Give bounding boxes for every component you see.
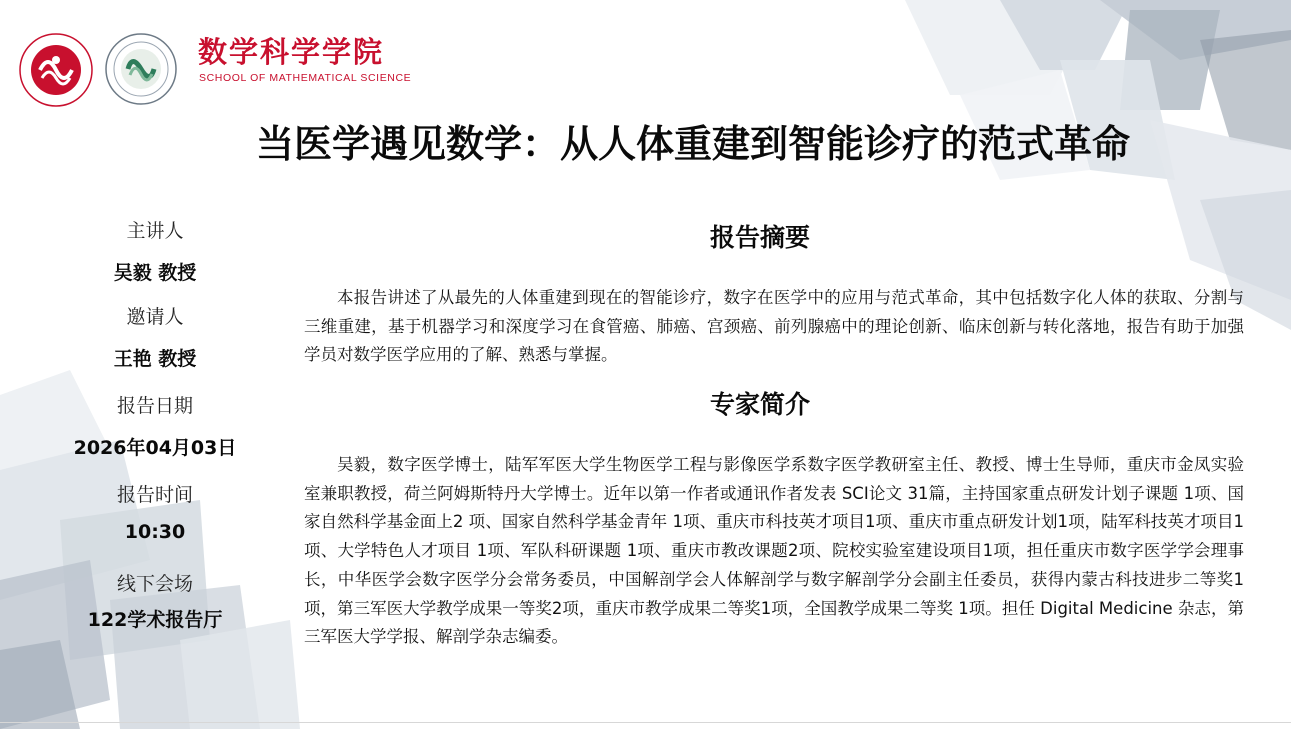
venue-label: 线下会场 bbox=[116, 573, 193, 595]
abstract-title: 报告摘要 bbox=[709, 223, 810, 252]
bio-title: 专家简介 bbox=[709, 390, 810, 419]
speaker-label: 主讲人 bbox=[126, 220, 184, 242]
school-logo bbox=[104, 32, 178, 106]
inviter-value: 王艳 教授 bbox=[113, 348, 197, 370]
bottom-divider bbox=[0, 722, 1291, 723]
date-label: 报告日期 bbox=[116, 395, 193, 417]
abstract-text: 本报告讲述了从最先的人体重建到现在的智能诊疗，数字在医学中的应用与范式革命，其中包括数字化人体的获取、分割与三维重建，基于机器学习和深度学习在食管癌、肺癌、宫颈癌、前列腺癌中的理论创新、临床创新与转化落地，报告有助于加强学员对数学医学应用的了解、熟悉与掌握。 bbox=[304, 288, 1244, 365]
inviter-label: 邀请人 bbox=[126, 306, 184, 328]
time-value: 10:30 bbox=[124, 521, 186, 543]
bio-text: 吴毅，数字医学博士，陆军军医大学生物医学工程与影像医学系数字医学教研室主任、教授、博士生导师，重庆市金凤实验室兼职教授，荷兰阿姆斯特丹大学博士。近年以第一作者或通讯作者发表 SCI论文 31篇，主持国家重点研发计划子课题 1项、国家自然科学基金面上2 项、国家自然科学基金青年 1项、重庆市科技英才项目1项、重庆市重点研发计划1项，陆军科技英才项目1项、大学特色人才项目 1项、军队科研课题 1项、重庆市教改课题2项、院校实验室建设项目1项，担任重庆市数字医学学会理事长，中华医学会数字医学分会常务委员，中国解剖学会人体解剖学与数字解剖学分会副主任委员，获得内蒙古科技进步二等奖1项，第三军医大学教学成果一等奖2项，重庆市教学成果二等奖1项，全国教学成果二等奖 1项。担任 Digital Medicine 杂志，第三军医大学学报、解剖学杂志编委。 bbox=[304, 455, 1244, 647]
speaker-value: 吴毅 教授 bbox=[113, 262, 197, 284]
university-logo bbox=[18, 32, 94, 108]
time-label: 报告时间 bbox=[116, 484, 193, 506]
date-value: 2026年04月03日 bbox=[73, 437, 237, 459]
venue-value: 122学术报告厅 bbox=[87, 609, 223, 631]
page-title: 当医学遇见数学：从人体重建到智能诊疗的范式革命 bbox=[256, 122, 1131, 166]
school-name: 数学科学学院 bbox=[198, 35, 385, 69]
school-name-en: SCHOOL OF MATHEMATICAL SCIENCE bbox=[199, 72, 412, 84]
